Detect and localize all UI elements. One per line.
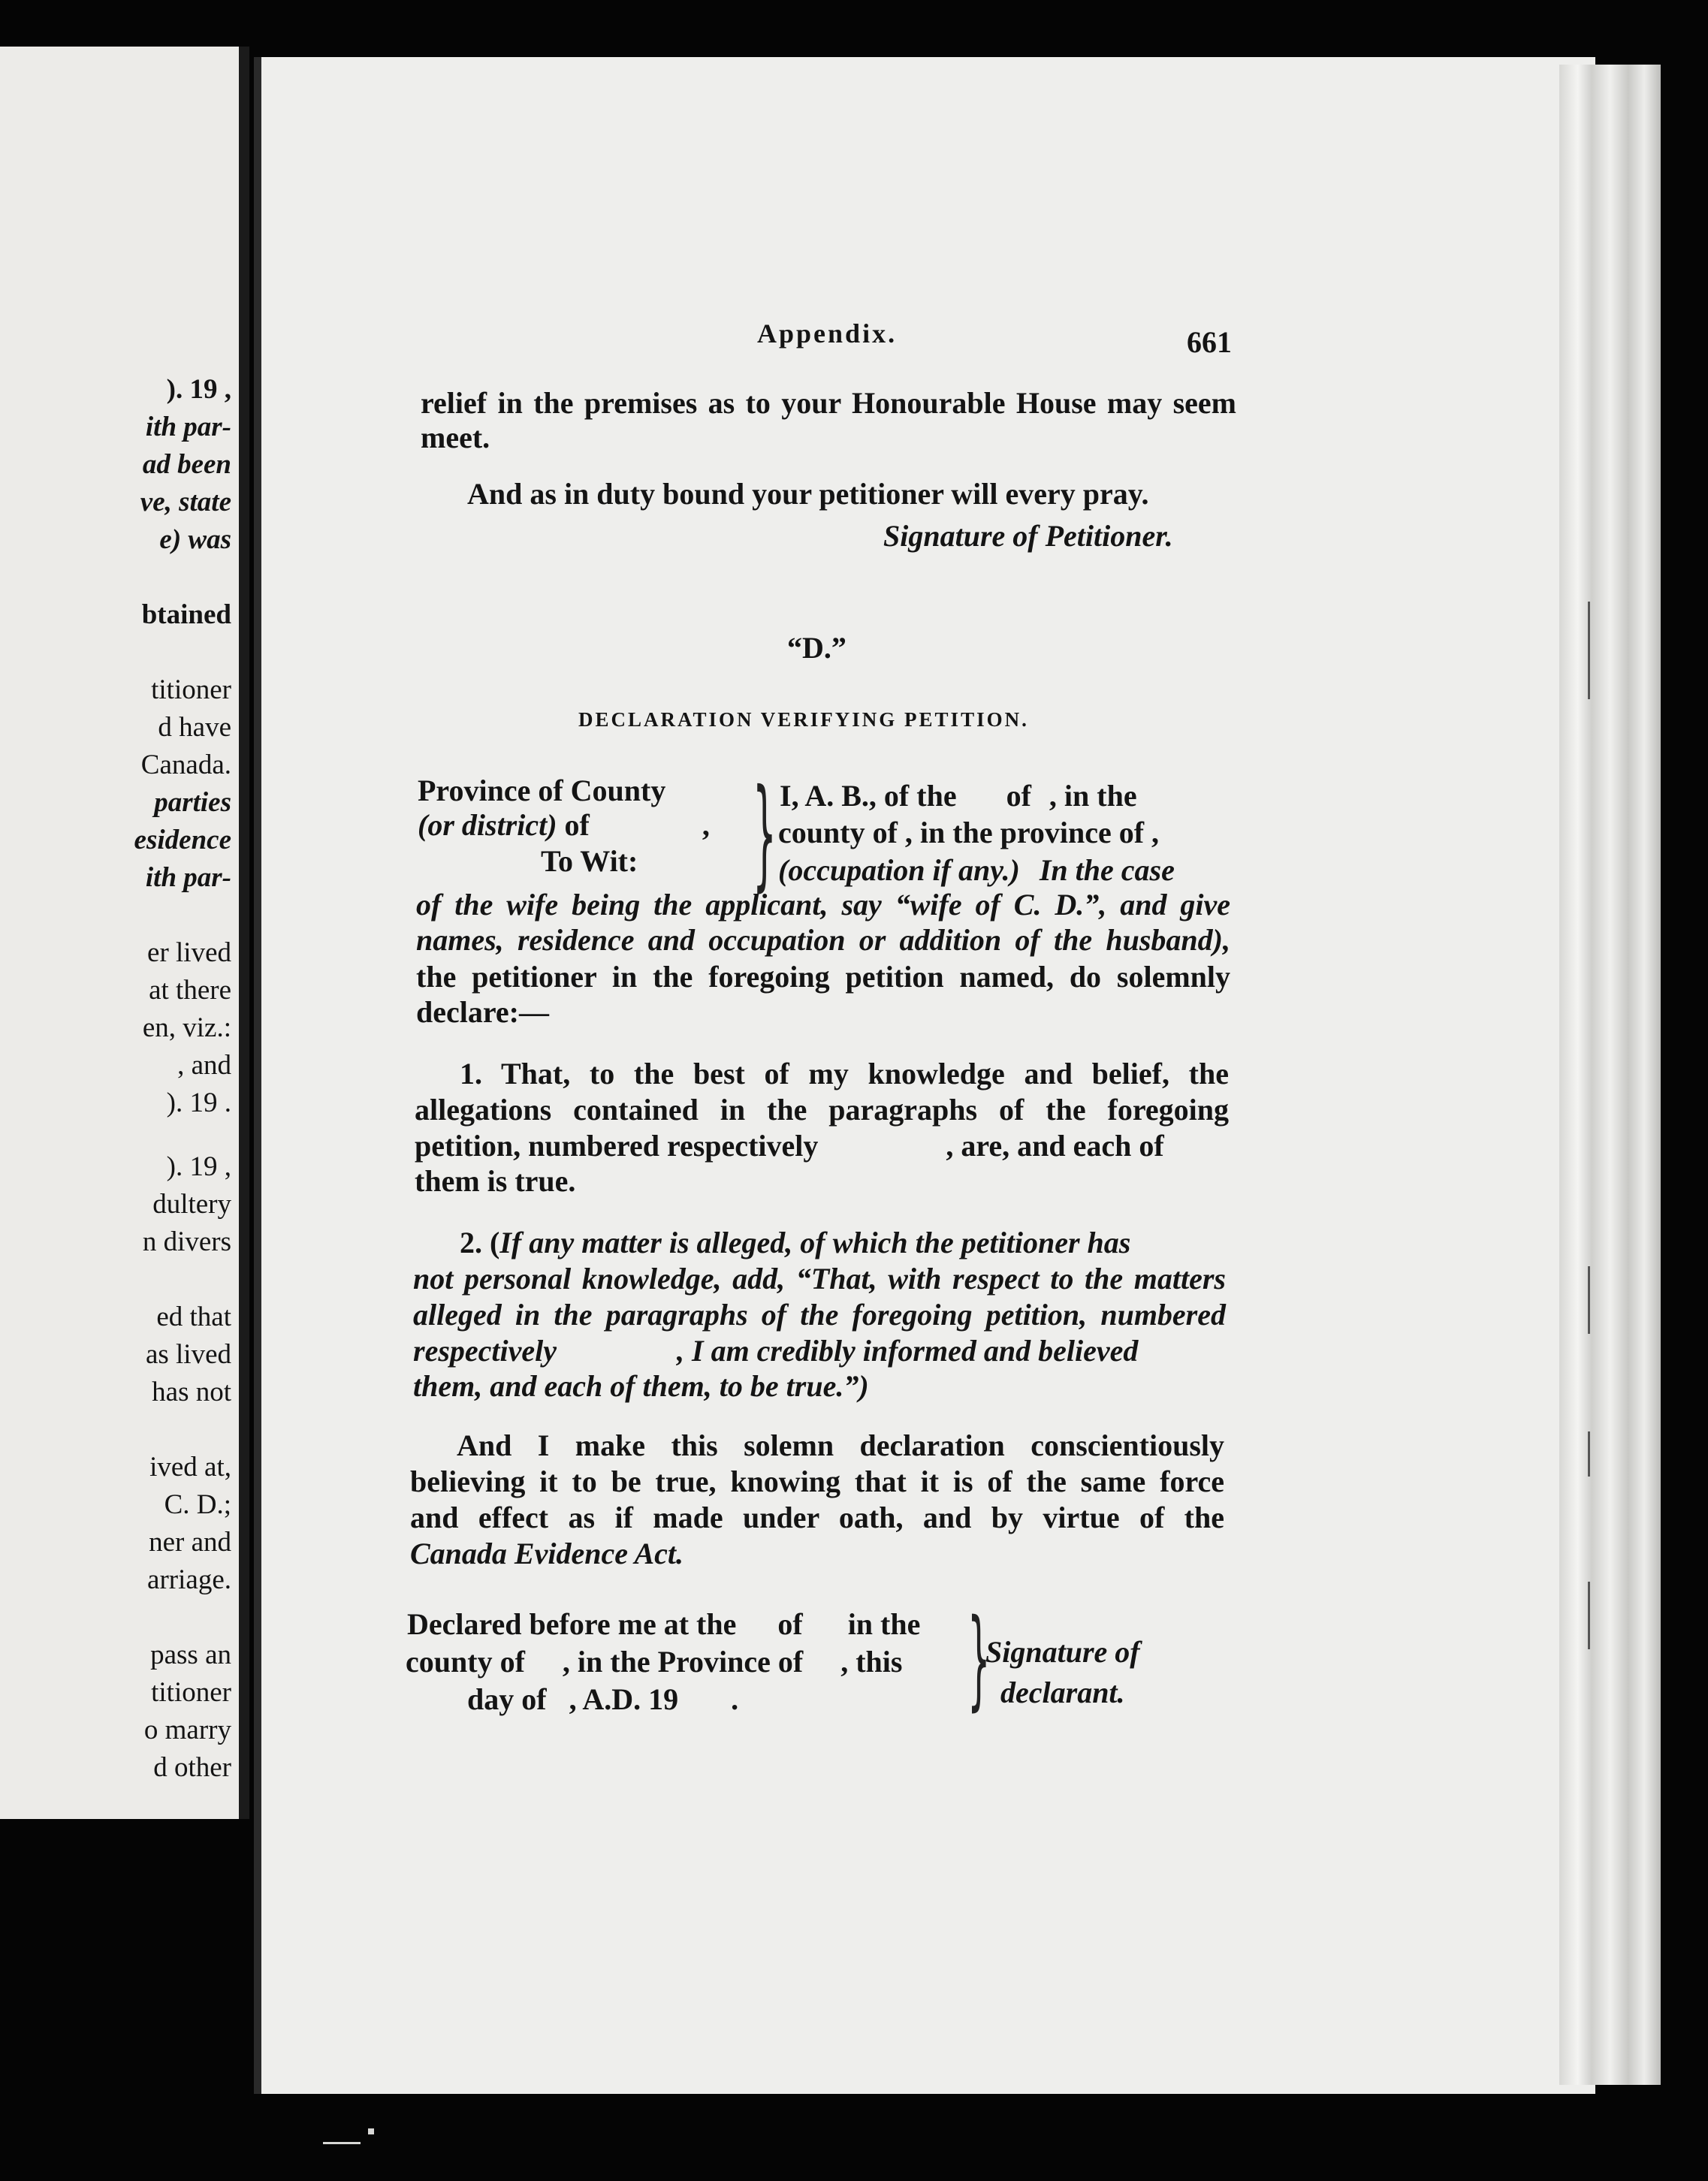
- venue-occupation: (occupation if any.): [778, 853, 1020, 887]
- venue-continuation: declare:—: [416, 995, 549, 1029]
- jurat-ad-19: , A.D. 19: [569, 1682, 679, 1716]
- para2-line: them, and each of them, to be true.”): [413, 1369, 869, 1403]
- venue-continuation: [416, 890, 1230, 920]
- para2-line: [460, 1228, 1130, 1258]
- previous-page-line: d have: [158, 712, 231, 743]
- section-title: DECLARATION VERIFYING PETITION.: [578, 708, 1029, 731]
- para2-line: alleged in the paragraphs of the foregoing petition, numbered: [413, 1298, 1226, 1332]
- page-edges-stack: [1559, 65, 1661, 2085]
- venue-declarant-name: I, A. B., of the: [780, 779, 957, 813]
- previous-page-line: pass an: [150, 1640, 231, 1670]
- previous-page-line: titioner: [151, 1677, 231, 1708]
- para1-numbered: petition, numbered respectively: [415, 1129, 819, 1163]
- previous-page-line: ith par-: [145, 862, 231, 893]
- prayer-line: And as in duty bound your petitioner will every pray.: [467, 477, 1149, 511]
- previous-page-line: er lived: [147, 937, 231, 968]
- para3-line: Canada Evidence Act.: [410, 1537, 684, 1570]
- para3-line: And I make this solemn declaration conscientiously: [457, 1428, 1224, 1462]
- para3-line: and effect as if made under oath, and by virtue of the: [410, 1501, 1224, 1534]
- para3-line: believing it to be true, knowing that it is of the same force: [410, 1465, 1224, 1498]
- para2-line: [413, 1336, 1138, 1366]
- para1-line: [415, 1131, 1164, 1161]
- previous-page-line: ). 19 ,: [166, 374, 231, 405]
- jurat-this: , this: [840, 1645, 903, 1679]
- para2-line: not personal knowledge, add, “That, with respect to the matters: [413, 1262, 1226, 1296]
- venue-continuation: the petitioner in the foregoing petition named, do solemnly: [416, 960, 1230, 994]
- venue-in-the: , in the: [1049, 779, 1137, 813]
- jurat-of: of: [777, 1607, 803, 1641]
- previous-page-line: n divers: [142, 1226, 231, 1257]
- previous-page-line: ve, state: [140, 487, 231, 517]
- previous-page-line: has not: [152, 1377, 231, 1407]
- declarant-signature-line1: Signature of: [985, 1635, 1140, 1669]
- jurat-line: [407, 1609, 920, 1640]
- venue-district-of: of: [557, 808, 590, 842]
- previous-page-line: arriage.: [147, 1564, 231, 1595]
- venue-county-line: county of , in the province of ,: [778, 816, 1160, 849]
- previous-page-line: as lived: [145, 1339, 231, 1370]
- venue-brace: }: [753, 764, 777, 903]
- jurat-day-of: day of: [467, 1682, 547, 1716]
- previous-page-line: ived at,: [149, 1452, 231, 1483]
- previous-page-line: d other: [153, 1752, 231, 1783]
- previous-page-line: en, viz.:: [142, 1012, 231, 1043]
- jurat-in-the: in the: [847, 1607, 921, 1641]
- jurat-line: [467, 1682, 739, 1716]
- previous-page-line: ed that: [156, 1302, 231, 1332]
- previous-page-edge: [0, 47, 249, 1819]
- scan-mark: [323, 2142, 361, 2144]
- venue-occupation-line: [778, 855, 1175, 885]
- venue-wife-of: “wife of C. D.”, and give: [881, 888, 1230, 922]
- previous-page-line: parties: [154, 787, 231, 818]
- previous-page-line: e) was: [159, 524, 231, 555]
- venue-district-italic: (or district): [418, 808, 557, 842]
- para2-if-alleged: If any matter is alleged, of which the petitioner has: [499, 1226, 1131, 1259]
- previous-page-line: o marry: [143, 1715, 231, 1745]
- venue-in-the-case: In the case: [1039, 853, 1175, 887]
- previous-page-line: dultery: [152, 1189, 231, 1220]
- petition-line: relief in the premises as to your Honourable House may seem: [421, 386, 1236, 420]
- previous-page-line: ad been: [142, 449, 231, 480]
- running-head: Appendix.: [757, 318, 898, 348]
- para2-respectively: respectively: [413, 1334, 557, 1368]
- jurat-county-of: county of: [406, 1645, 525, 1679]
- para2-number: 2. (: [460, 1226, 500, 1259]
- para1-line: them is true.: [415, 1164, 576, 1198]
- previous-page-line: esidence: [134, 825, 231, 855]
- section-letter: “D.”: [787, 631, 846, 665]
- jurat-period: .: [731, 1682, 739, 1716]
- previous-page-line: btained: [141, 599, 231, 630]
- venue-of: of: [1006, 779, 1031, 813]
- jurat-declared-before: Declared before me at the: [407, 1607, 737, 1641]
- jurat-brace: }: [967, 1597, 991, 1723]
- previous-page-line: at there: [149, 975, 231, 1006]
- petitioner-signature: Signature of Petitioner.: [883, 519, 1173, 553]
- previous-page-line: ). 19 .: [166, 1087, 231, 1118]
- jurat-line: [406, 1647, 902, 1677]
- previous-page-line: ). 19 ,: [166, 1151, 231, 1182]
- previous-page-line: ner and: [149, 1527, 231, 1558]
- previous-page-line: ith par-: [145, 412, 231, 442]
- previous-page-line: C. D.;: [164, 1489, 231, 1520]
- previous-page-line: titioner: [151, 674, 231, 705]
- venue-district-comma: ,: [702, 808, 710, 842]
- jurat-province-of: , in the Province of: [562, 1645, 804, 1679]
- venue-declarant-line: [780, 781, 1137, 811]
- para1-line: 1. That, to the best of my knowledge and belief, the: [460, 1057, 1229, 1090]
- previous-page-line: , and: [177, 1050, 231, 1081]
- declarant-signature-line2: declarant.: [1000, 1676, 1125, 1709]
- venue-province-county: Province of County: [418, 774, 666, 807]
- page-number: 661: [1187, 325, 1232, 359]
- petition-line: meet.: [421, 421, 490, 454]
- venue-wife-applicant: of the wife being the applicant, say: [416, 888, 882, 922]
- para1-line: allegations contained in the paragraphs of the foregoing: [415, 1093, 1229, 1127]
- venue-district: [418, 810, 710, 840]
- para1-are-each: , are, and each of: [946, 1129, 1164, 1163]
- para2-credibly-informed: , I am credibly informed and believed: [677, 1334, 1139, 1368]
- venue-to-wit: To Wit:: [541, 844, 638, 878]
- venue-continuation: names, residence and occupation or addition of the husband),: [416, 923, 1230, 957]
- scan-mark: [368, 2128, 374, 2134]
- previous-page-line: Canada.: [140, 750, 231, 780]
